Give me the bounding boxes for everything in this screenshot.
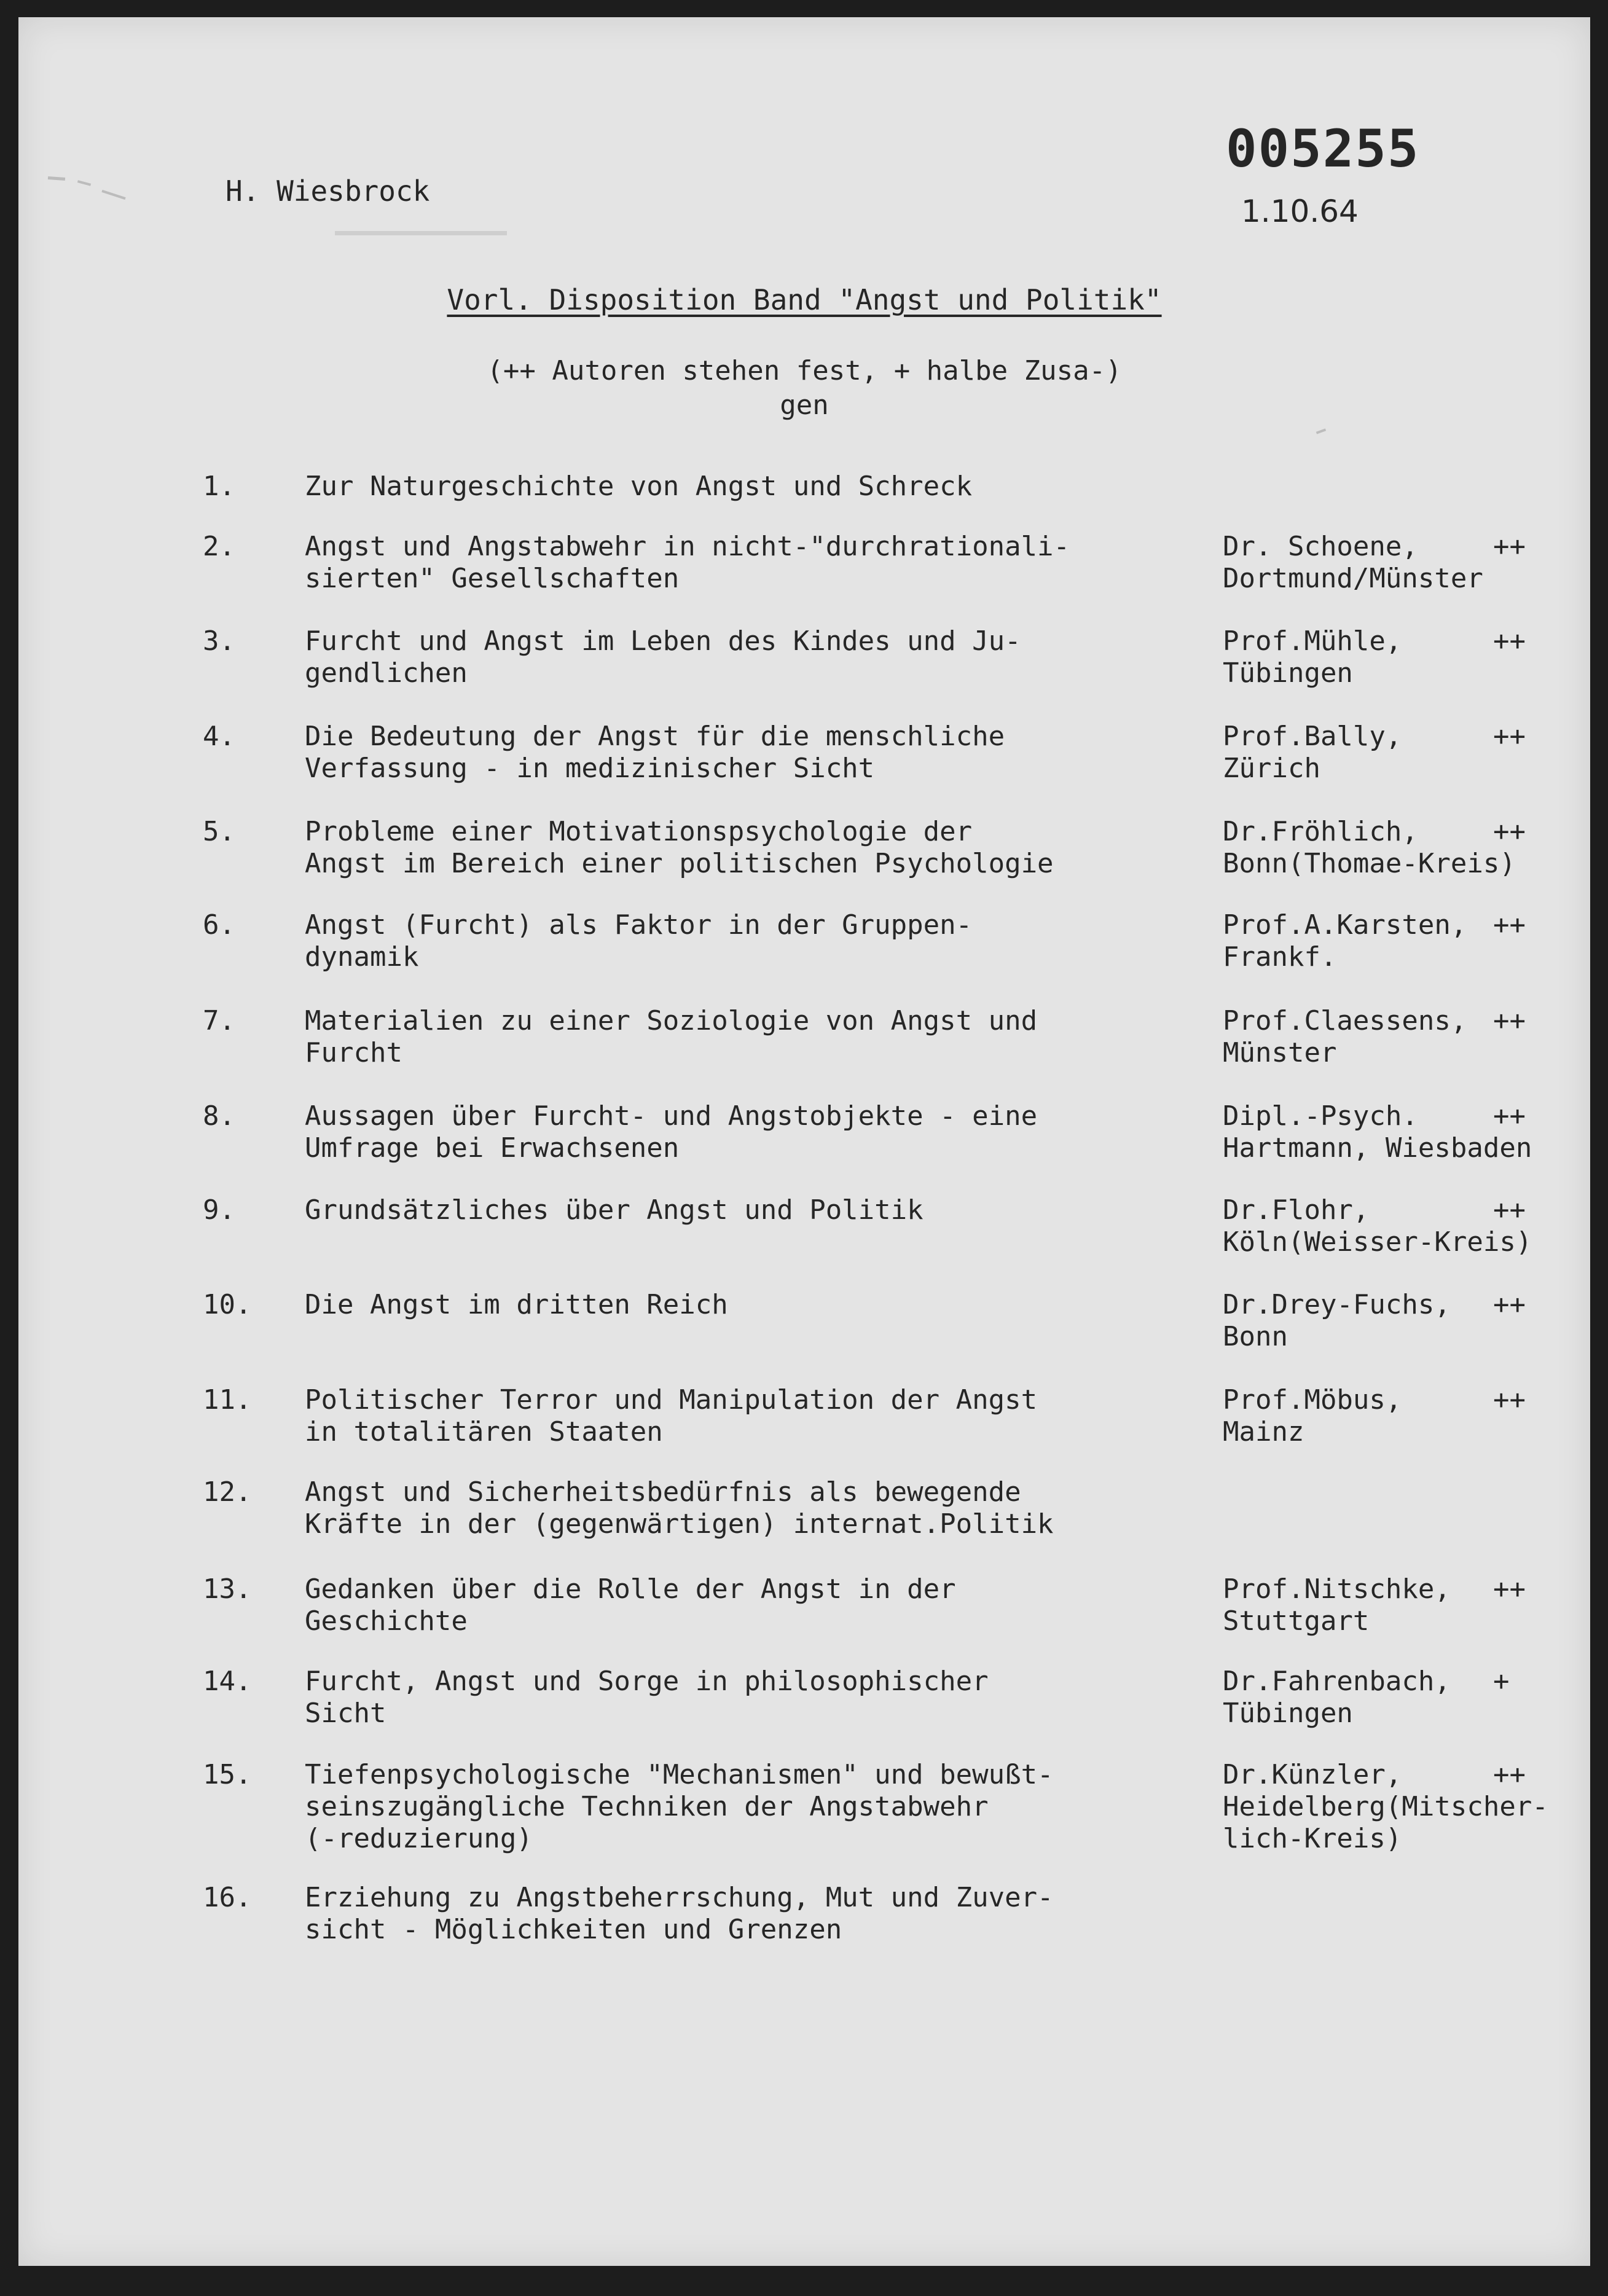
chapter-number: 11. (203, 1384, 252, 1416)
chapter-number: 7. (203, 1005, 235, 1036)
ink-smudge-left (77, 180, 91, 186)
author-status: + (1493, 1666, 1510, 1697)
chapter-author: Prof.Bally, Zürich (1223, 721, 1402, 784)
author-status: ++ (1493, 1100, 1526, 1132)
chapter-number: 12. (203, 1476, 252, 1508)
chapter-topic: Tiefenpsychologische "Mechanismen" und bewußt- seinszugängliche Techniken der Angstabwehr (-reduzierung) (305, 1759, 1054, 1854)
chapter-author: Dr.Künzler, Heidelberg(Mitscher- lich-Kreis) (1223, 1759, 1548, 1854)
author-status: ++ (1493, 816, 1526, 847)
archive-number-stamp: 005255 (1226, 119, 1420, 179)
author-status: ++ (1493, 1289, 1526, 1320)
author-status: ++ (1493, 1194, 1526, 1226)
chapter-author: Dipl.-Psych. Hartmann, Wiesbaden (1223, 1100, 1532, 1164)
chapter-topic: Erziehung zu Angstbeherrschung, Mut und Zuver- sicht - Möglichkeiten und Grenzen (305, 1882, 1054, 1945)
chapter-number: 13. (203, 1573, 252, 1605)
chapter-author: Dr.Fröhlich, Bonn(Thomae-Kreis) (1223, 816, 1516, 879)
chapter-number: 9. (203, 1194, 235, 1226)
chapter-topic: Furcht, Angst und Sorge in philosophischer Sicht (305, 1666, 989, 1729)
chapter-author: Prof.Möbus, Mainz (1223, 1384, 1402, 1448)
chapter-topic: Grundsätzliches über Angst und Politik (305, 1194, 924, 1226)
chapter-topic: Furcht und Angst im Leben des Kindes und Ju- gendlichen (305, 625, 1021, 689)
chapter-topic: Die Angst im dritten Reich (305, 1289, 728, 1320)
document-title: Vorl. Disposition Band "Angst und Politik" (447, 283, 1162, 316)
chapter-author: Dr.Fahrenbach, Tübingen (1223, 1666, 1451, 1729)
author-status: ++ (1493, 909, 1526, 941)
chapter-number: 16. (203, 1882, 252, 1913)
chapter-number: 6. (203, 909, 235, 941)
author-status: ++ (1493, 1005, 1526, 1036)
chapter-number: 10. (203, 1289, 252, 1320)
chapter-topic: Angst (Furcht) als Faktor in der Gruppen- dynamik (305, 909, 973, 973)
ink-smudge-header (335, 231, 507, 235)
chapter-number: 8. (203, 1100, 235, 1132)
chapter-number: 1. (203, 471, 235, 502)
author-status: ++ (1493, 721, 1526, 752)
chapter-author: Prof.Claessens, Münster (1223, 1005, 1467, 1068)
chapter-author: Prof.A.Karsten, Frankf. (1223, 909, 1467, 973)
ink-smudge-left (101, 190, 125, 200)
chapter-number: 14. (203, 1666, 252, 1697)
document-page (18, 17, 1590, 2266)
chapter-author: Dr. Schoene, Dortmund/Münster (1223, 531, 1483, 594)
ink-smudge-margin (1316, 428, 1326, 434)
author-status: ++ (1493, 1759, 1526, 1790)
ink-smudge-left (48, 176, 65, 181)
author-status: ++ (1493, 1573, 1526, 1605)
chapter-topic: Probleme einer Motivationspsychologie der Angst im Bereich einer politischen Psychologie (305, 816, 1054, 879)
document-author: H. Wiesbrock (226, 174, 430, 208)
document-date: 1.10.64 (1241, 194, 1359, 229)
chapter-topic: Aussagen über Furcht- und Angstobjekte - eine Umfrage bei Erwachsenen (305, 1100, 1038, 1164)
chapter-number: 5. (203, 816, 235, 847)
chapter-topic: Materialien zu einer Soziologie von Angst und Furcht (305, 1005, 1038, 1068)
chapter-number: 15. (203, 1759, 252, 1790)
author-status: ++ (1493, 531, 1526, 562)
chapter-topic: Politischer Terror und Manipulation der Angst in totalitären Staaten (305, 1384, 1038, 1448)
chapter-number: 2. (203, 531, 235, 562)
chapter-author: Dr.Flohr, Köln(Weisser-Kreis) (1223, 1194, 1532, 1258)
chapter-author: Prof.Nitschke, Stuttgart (1223, 1573, 1451, 1637)
chapter-author: Dr.Drey-Fuchs, Bonn (1223, 1289, 1451, 1352)
chapter-number: 3. (203, 625, 235, 657)
author-status-legend: (++ Autoren stehen fest, + halbe Zusa-) gen (487, 355, 1122, 421)
chapter-topic: Angst und Angstabwehr in nicht-"durchrationali- sierten" Gesellschaften (305, 531, 1070, 594)
chapter-topic: Zur Naturgeschichte von Angst und Schreck (305, 471, 973, 502)
author-status: ++ (1493, 625, 1526, 657)
chapter-topic: Gedanken über die Rolle der Angst in der Geschichte (305, 1573, 956, 1637)
chapter-author: Prof.Mühle, Tübingen (1223, 625, 1402, 689)
chapter-topic: Die Bedeutung der Angst für die menschliche Verfassung - in medizinischer Sicht (305, 721, 1005, 784)
author-status: ++ (1493, 1384, 1526, 1416)
chapter-topic: Angst und Sicherheitsbedürfnis als bewegende Kräfte in der (gegenwärtigen) internat.Politik (305, 1476, 1054, 1540)
chapter-number: 4. (203, 721, 235, 752)
